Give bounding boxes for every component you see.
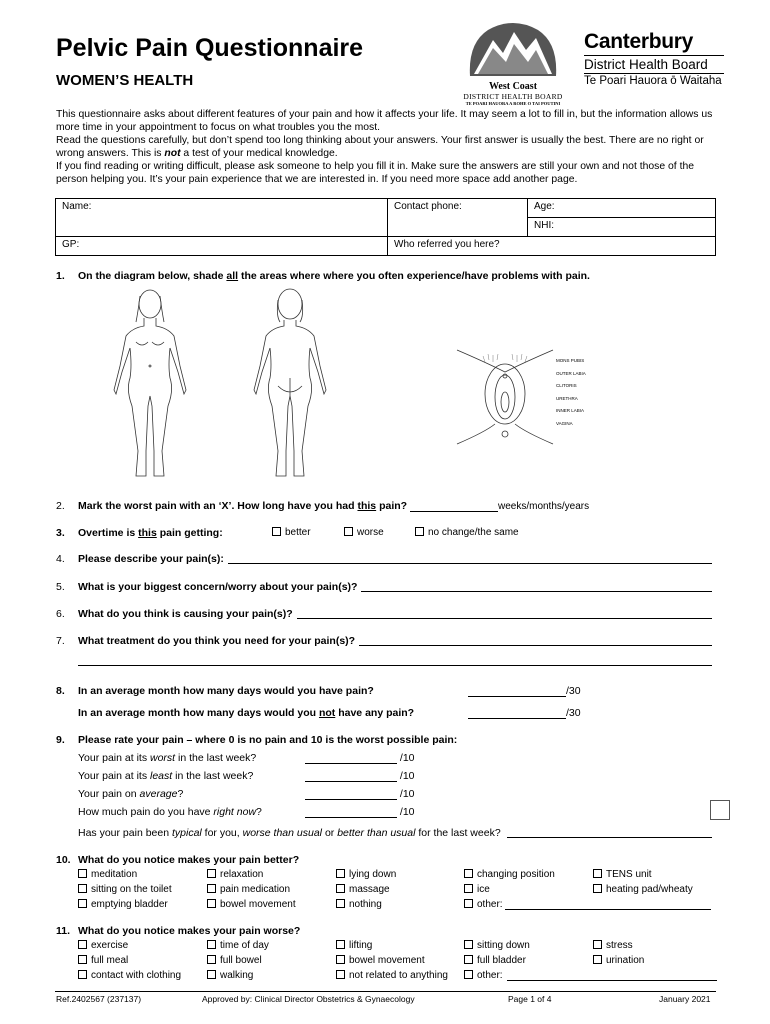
question-4: 4. Please describe your pain(s): [56,553,712,565]
checkbox[interactable] [415,527,424,536]
checkbox[interactable] [344,527,353,536]
checkbox[interactable] [593,955,602,964]
footer-ref: Ref.2402567 (237137) [56,994,142,1004]
better-pain-medication[interactable]: pain medication [207,884,290,895]
cause-input[interactable] [297,608,712,619]
rating-now-label: How much pain do you have right now? [78,806,262,818]
intro-paragraph: Read the questions carefully, but don’t spend too long thinking about your answers. Your first answer is usually the best. There are no right or wrong answers. This is not a test of your medical knowledge. [56,135,704,159]
diagram-label: MONS PUBIS [556,358,585,363]
worse-walking[interactable]: walking [207,970,253,981]
better-massage[interactable]: massage [336,884,390,895]
checkbox[interactable] [78,884,87,893]
better-heating-pad[interactable]: heating pad/wheaty [593,884,693,895]
footer-divider [55,991,716,992]
logo-text-line: District Health Board [584,55,724,72]
concern-input[interactable] [361,581,712,592]
west-coast-dhb-logo [448,18,578,104]
diagram-label: OUTER LABIA [556,370,586,376]
checkbox[interactable] [336,869,345,878]
checkbox[interactable] [464,884,473,893]
rating-worst-input[interactable] [305,753,397,764]
nhi-field[interactable]: NHI: [528,218,716,237]
contact-phone-field[interactable]: Contact phone: [388,199,528,237]
checkbox[interactable] [593,940,602,949]
typical-pain-input[interactable] [507,827,712,838]
checkbox[interactable] [207,884,216,893]
treatment-input[interactable] [359,635,712,646]
vulva-diagram-labels [556,355,586,430]
checkbox[interactable] [207,899,216,908]
better-meditation[interactable]: meditation [78,869,137,880]
diagram-label: CLITORIS [556,383,577,388]
checkbox[interactable] [272,527,281,536]
logo-text-line: West Coast [488,81,538,92]
better-other[interactable]: other: [464,899,711,910]
rating-now-input[interactable] [305,807,397,818]
pain-duration-input[interactable] [410,511,498,512]
intro-text [56,108,716,186]
checkbox[interactable] [207,955,216,964]
worse-lifting[interactable]: lifting [336,940,372,951]
days-with-pain-input[interactable] [468,686,566,697]
checkbox[interactable] [464,869,473,878]
typical-pain-question: Has your pain been typical for you, worse than usual or better than usual for the last week? [78,827,712,839]
question-10: 10. What do you notice makes your pain better? [56,854,300,866]
option-worse[interactable]: worse [344,527,384,538]
diagram-label: INNER LABIA [556,408,585,413]
checkbox[interactable] [464,955,473,964]
rating-least-field: /10 [305,770,415,782]
mountain-logo-icon [448,18,578,78]
worse-other[interactable]: other: [464,970,717,981]
question-11: 11. What do you notice makes your pain worse? [56,925,301,937]
question-9: 9. Please rate your pain – where 0 is no pain and 10 is the worst possible pain: [56,734,458,746]
days-without-pain-field: /30 [468,707,581,719]
logo-text-line: DISTRICT HEALTH BOARD [463,92,563,101]
better-other-input[interactable] [505,900,711,910]
treatment-input-line-2[interactable] [78,655,712,666]
rating-worst-label: Your pain at its worst in the last week? [78,752,257,764]
page-subtitle: WOMEN’S HEALTH [56,72,194,89]
rating-average-label: Your pain on average? [78,788,184,800]
worse-exercise[interactable]: exercise [78,940,128,951]
rating-least-input[interactable] [305,771,397,782]
question-8b: In an average month how many days would you not have any pain? [78,707,415,719]
question-6: 6. What do you think is causing your pain(s)? [56,608,712,620]
better-relaxation[interactable]: relaxation [207,869,263,880]
better-tens-unit[interactable]: TENS unit [593,869,652,880]
question-8: 8. In an average month how many days would you have pain? [56,685,374,697]
rating-worst-field: /10 [305,752,415,764]
option-better[interactable]: better [272,527,311,538]
body-front-diagram[interactable] [100,286,200,482]
better-lying-down[interactable]: lying down [336,869,396,880]
checkbox[interactable] [464,940,473,949]
footer-approved: Approved by: Clinical Director Obstetrics & Gynaecology [202,994,415,1004]
worse-urination[interactable]: urination [593,955,644,966]
pain-description-input[interactable] [228,553,712,564]
worse-bowel-movement[interactable]: bowel movement [336,955,425,966]
body-back-diagram[interactable] [240,286,340,482]
worse-sitting-down[interactable]: sitting down [464,940,530,951]
worse-contact-clothing[interactable]: contact with clothing [78,970,181,981]
checkbox[interactable] [464,899,473,908]
checkbox[interactable] [207,940,216,949]
diagram-label: VAGINA [556,420,573,426]
logo-text-line: Canterbury [584,30,694,53]
checkbox[interactable] [78,970,87,979]
worse-full-bladder[interactable]: full bladder [464,955,526,966]
checkbox[interactable] [78,955,87,964]
checkbox[interactable] [593,884,602,893]
canterbury-dhb-logo [584,30,724,87]
diagram-label: URETHRA [556,395,578,401]
referred-by-field[interactable]: Who referred you here? [388,237,716,256]
footer-page: Page 1 of 4 [508,994,552,1004]
question-2: 2. Mark the worst pain with an ‘X’. How long have you had this pain? weeks/months/years [56,500,590,512]
checkbox[interactable] [78,940,87,949]
question-3: 3. Overtime is this pain getting: [56,527,223,539]
checkbox[interactable] [207,970,216,979]
footer-date: January 2021 [659,994,711,1004]
checkbox[interactable] [593,869,602,878]
rating-average-field: /10 [305,788,415,800]
checkbox[interactable] [336,899,345,908]
better-ice[interactable]: ice [464,884,490,895]
worse-other-input[interactable] [507,971,717,981]
worse-full-meal[interactable]: full meal [78,955,128,966]
checkbox[interactable] [336,940,345,949]
question-5: 5. What is your biggest concern/worry about your pain(s)? [56,581,712,593]
logo-text-line: Te Poari Hauora ō Waitaha [584,73,724,87]
checkbox[interactable] [207,869,216,878]
checkbox[interactable] [336,884,345,893]
checkbox[interactable] [464,970,473,979]
intro-paragraph: This questionnaire asks about different features of your pain and how it affects your life. It may seem a lot to fill in, but the information allows us more time in your appointment to focus on what troubles you the most. [56,109,713,133]
worse-full-bowel[interactable]: full bowel [207,955,262,966]
vulva-diagram[interactable] [455,342,555,448]
rating-now-field: /10 [305,806,415,818]
patient-details-table [55,198,716,256]
worse-stress[interactable]: stress [593,940,633,951]
checkbox[interactable] [336,970,345,979]
worse-not-related[interactable]: not related to anything [336,970,448,981]
days-with-pain-field: /30 [468,685,581,697]
better-changing-position[interactable]: changing position [464,869,555,880]
question-7: 7. What treatment do you think you need for your pain(s)? [56,635,712,647]
better-emptying-bladder[interactable]: emptying bladder [78,899,168,910]
page-title: Pelvic Pain Questionnaire [56,34,364,62]
gp-field[interactable]: GP: [56,237,388,256]
better-nothing[interactable]: nothing [336,899,382,910]
intro-paragraph: If you find reading or writing difficult, please ask someone to help you fill it in. Make sure the answers are still your own and not those of the person helping you. It’s your pain experience that we are interested in. If you need more space add another page. [56,161,695,185]
worse-time-of-day[interactable]: time of day [207,940,269,951]
name-field[interactable]: Name: [56,199,388,237]
question-1: 1. On the diagram below, shade all the areas where where you often experience/have problems with pain. [56,270,590,282]
logo-text-line: TE POARI HAUORA A ROHE O TAI POUTINI [465,101,561,106]
rating-average-input[interactable] [305,789,397,800]
checkbox[interactable] [78,899,87,908]
better-bowel-movement[interactable]: bowel movement [207,899,296,910]
days-without-pain-input[interactable] [468,708,566,719]
shade-box[interactable] [710,800,730,820]
better-sitting-toilet[interactable]: sitting on the toilet [78,884,172,895]
checkbox[interactable] [336,955,345,964]
age-field[interactable]: Age: [528,199,716,218]
option-no-change[interactable]: no change/the same [415,527,519,538]
rating-least-label: Your pain at its least in the last week? [78,770,254,782]
checkbox[interactable] [78,869,87,878]
